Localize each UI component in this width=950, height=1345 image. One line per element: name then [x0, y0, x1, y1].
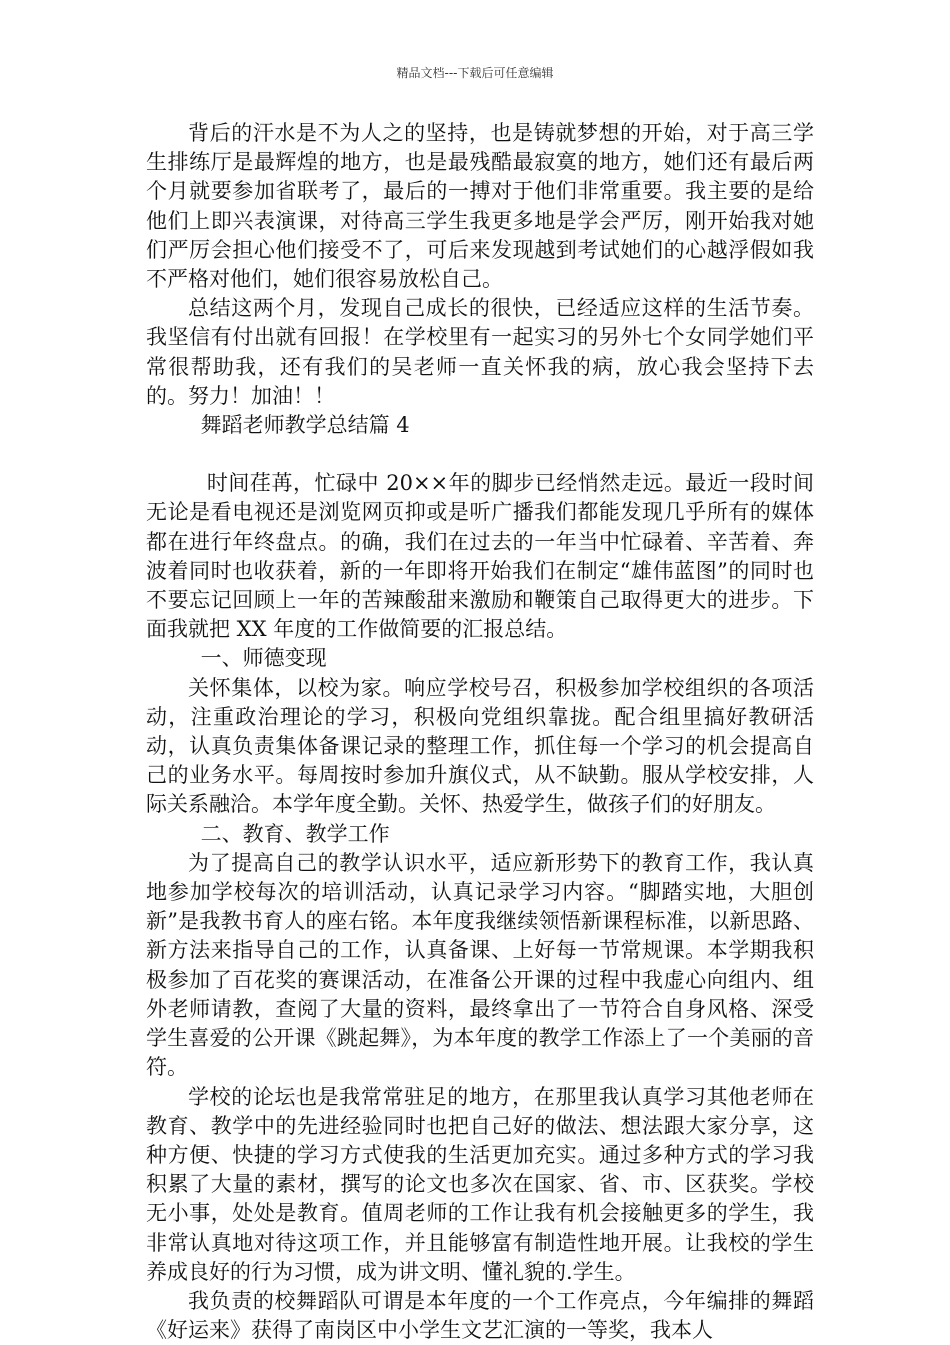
- section-heading: 二、教育、教学工作: [200, 821, 390, 846]
- paragraph: 关怀集体，以校为家。响应学校号召，积极参加学校组织的各项活动，注重政治理论的学习，积极向党组织靠拢。配合组里搞好教研活动，认真负责集体备课记录的整理工作，抓住每一个学习的机会提高自己的业务水平。每周按时参加升旗仪式，从不缺勤。服从学校安排，人际关系融洽。本学年度全勤。关怀、热爱学生，做孩子们的好朋友。: [146, 675, 814, 817]
- paragraph: 背后的汗水是不为人之的坚持，也是铸就梦想的开始，对于高三学生排练厅是最辉煌的地方，也是最残酷最寂寞的地方，她们还有最后两个月就要参加省联考了，最后的一搏对于他们非常重要。我主要的是给他们上即兴表演课，对待高三学生我更多地是学会严厉，刚开始我对她们严厉会担心他们接受不了，可后来发现越到考试她们的心越浮假如我不严格对他们，她们很容易放松自己。: [146, 121, 814, 292]
- page-header: 精品文档---下载后可任意编辑: [396, 66, 554, 80]
- section-heading: 一、师德变现: [200, 646, 327, 671]
- article-title: 舞蹈老师教学总结篇 4: [200, 413, 410, 438]
- paragraph: 我负责的校舞蹈队可谓是本年度的一个工作亮点，今年编排的舞蹈《好运来》获得了南岗区中小学生文艺汇演的一等奖，我本人: [146, 1288, 814, 1343]
- document-body: [146, 119, 814, 1345]
- blank-line: [146, 440, 814, 469]
- paragraph: 时间荏苒，忙碌中 20××年的脚步已经悄然走远。最近一段时间无论是看电视还是浏览网页抑或是听广播我们都能发现几乎所有的媒体都在进行年终盘点。的确，我们在过去的一年当中忙碌着、辛苦着、奔波着同时也收获着，新的一年即将开始我们在制定“雄伟蓝图”的同时也不要忘记回顾上一年的苦辣酸甜来激励和鞭策自己取得更大的进步。下面我就把 XX 年度的工作做简要的汇报总结。: [146, 471, 814, 642]
- paragraph: 为了提高自己的教学认识水平，适应新形势下的教育工作，我认真地参加学校每次的培训活动，认真记录学习内容。“脚踏实地，大胆创新”是我教书育人的座右铭。本年度我继续领悟新课程标准，以新思路、新方法来指导自己的工作，认真备课、上好每一节常规课。本学期我积极参加了百花奖的赛课活动，在准备公开课的过程中我虚心向组内、组外老师请教，查阅了大量的资料，最终拿出了一节符合自身风格、深受学生喜爱的公开课《跳起舞》，为本年度的教学工作添上了一个美丽的音符。: [146, 850, 814, 1080]
- paragraph: 学校的论坛也是我常常驻足的地方，在那里我认真学习其他老师在教育、教学中的先进经验同时也把自己好的做法、想法跟大家分享，这种方便、快捷的学习方式使我的生活更加充实。通过多种方式的学习我积累了大量的素材，撰写的论文也多次在国家、省、市、区获奖。学校无小事，处处是教育。值周老师的工作让我有机会接触更多的学生，我非常认真地对待这项工作，并且能够富有制造性地开展。让我校的学生养成良好的行为习惯，成为讲文明、懂礼貌的.学生。: [146, 1084, 814, 1284]
- paragraph: 总结这两个月，发现自己成长的很快，已经适应这样的生活节奏。我坚信有付出就有回报！在学校里有一起实习的另外七个女同学她们平常很帮助我，还有我们的吴老师一直关怀我的病，放心我会坚持下去的。努力！加油！！: [146, 296, 814, 408]
